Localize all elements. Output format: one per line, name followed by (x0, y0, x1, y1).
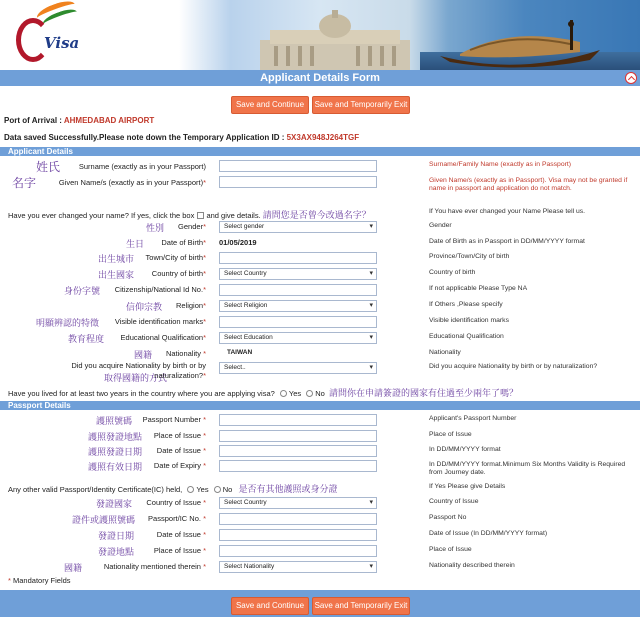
ic-date-zh: 發證日期 (98, 532, 135, 542)
marks-hint: Visible identification marks (429, 317, 509, 324)
acquire-label-line2: naturalization?* (154, 371, 206, 380)
country-birth-label: Country of birth* (151, 269, 206, 278)
ic-number-zh: 證件或護照號碼 (72, 516, 136, 526)
ic-country-label: Country of Issue * (146, 498, 206, 507)
acquire-hint: Did you acquire Nationality by birth or by naturalization? (429, 363, 598, 370)
religion-select[interactable]: Select Religion ▾ (219, 300, 377, 312)
port-label: Port of Arrival : (4, 116, 62, 125)
education-select[interactable]: Select Education ▾ (219, 332, 377, 344)
header-banner (0, 0, 640, 70)
lived-question: Have you lived for at least two years in the country where you are applying visa? Yes No 請問你在申請簽證的國家有住過至少兩年了嗎？ (8, 389, 519, 399)
ic-date-label: Date of Issue * (156, 530, 206, 539)
other-passport-hint: If Yes Please give Details (429, 483, 506, 490)
passport-issue-hint: In DD/MM/YYYY format (429, 446, 501, 453)
saved-message (4, 133, 359, 142)
houseboat-image (430, 20, 610, 70)
ic-nationality-label: Nationality mentioned therein * (103, 562, 206, 571)
save-continue-button[interactable]: Save and Continue (231, 96, 309, 114)
lived-no-radio[interactable] (306, 390, 313, 397)
form-title: Applicant Details Form (260, 72, 380, 84)
passport-number-zh: 護照號碼 (96, 417, 133, 427)
surname-hint: Surname/Family Name (exactly as in Passport) (429, 161, 572, 168)
dob-hint: Date of Birth as in Passport in DD/MM/YYYY format (429, 238, 585, 245)
mandatory-note: * Mandatory Fields (8, 576, 71, 585)
ic-number-label: Passport/IC No. * (148, 514, 206, 523)
dob-zh: 生日 (126, 240, 145, 250)
ic-number-hint: Passport No (429, 514, 467, 521)
other-passport-zh: 是否有其他護照或身分證 (238, 485, 338, 495)
citizenship-hint: If not applicable Please Type NA (429, 285, 528, 292)
changed-name-hint: If You have ever changed your Name Please tell us. (429, 208, 586, 215)
country-birth-hint: Country of birth (429, 269, 476, 276)
passport-number-hint: Applicant's Passport Number (429, 415, 517, 422)
passport-number-label: Passport Number * (142, 415, 206, 424)
lived-zh: 請問你在申請簽證的國家有住過至少兩年了嗎？ (329, 389, 519, 399)
lived-yes-radio[interactable] (280, 390, 287, 397)
gender-zh: 性別 (146, 224, 165, 234)
saved-message-text: Data saved Successfully.Please note down the Temporary Application ID : (4, 133, 285, 142)
surname-zh: 姓氏 (36, 160, 61, 174)
marks-input[interactable] (219, 316, 377, 328)
country-birth-select[interactable]: Select Country ▾ (219, 268, 377, 280)
ic-country-select[interactable]: Select Country ▾ (219, 497, 377, 509)
ic-place-input[interactable] (219, 545, 377, 557)
given-name-hint: Given Name/s (exactly as in Passport). Visa may not be granted if name in passport and application do not match. (429, 177, 628, 192)
ic-date-hint: Date of Issue (In DD/MM/YYYY format) (429, 530, 548, 537)
ic-date-input[interactable] (219, 529, 377, 541)
ic-place-label: Place of Issue * (153, 546, 206, 555)
passport-expiry-zh: 護照有效日期 (88, 463, 143, 473)
applicant-details-header: Applicant Details (0, 147, 640, 156)
education-label: Educational Qualification* (120, 333, 206, 342)
town-label: Town/City of birth* (145, 253, 206, 262)
passport-details-header: Passport Details (0, 401, 640, 410)
ic-nationality-select[interactable]: Select Nationality ▾ (219, 561, 377, 573)
changed-name-zh: 請問您是否曾今改過名字？ (262, 211, 371, 221)
dob-value: 01/05/2019 (219, 238, 257, 247)
surname-input[interactable] (219, 160, 377, 172)
given-name-zh: 名字 (12, 176, 37, 190)
religion-hint: If Others ,Please specify (429, 301, 503, 308)
save-exit-button[interactable]: Save and Temporarily Exit (312, 96, 410, 114)
ic-place-hint: Place of Issue (429, 546, 472, 553)
passport-place-hint: Place of Issue (429, 431, 472, 438)
ic-country-zh: 發證國家 (96, 500, 133, 510)
town-zh: 出生城市 (98, 255, 135, 265)
passport-issue-input[interactable] (219, 445, 377, 457)
acquire-zh: 取得國籍的方式 (104, 374, 168, 384)
port-of-arrival (4, 116, 154, 125)
nationality-hint: Nationality (429, 349, 461, 356)
acquire-label-line1: Did you acquire Nationality by birth or by (71, 361, 206, 370)
passport-expiry-hint: In DD/MM/YYYY format.Minimum Six Months Validity is Required from Journey date. (429, 461, 626, 476)
scroll-to-top-icon[interactable] (625, 72, 637, 84)
passport-expiry-input[interactable] (219, 460, 377, 472)
save-exit-button-bottom[interactable]: Save and Temporarily Exit (312, 597, 410, 615)
marks-zh: 明顯辨認的特徵 (36, 319, 100, 329)
gender-select[interactable]: Select gender ▾ (219, 221, 377, 233)
other-passport-no-radio[interactable] (214, 486, 221, 493)
given-name-label: Given Name/s (exactly as in your Passport)* (58, 178, 206, 187)
town-input[interactable] (219, 252, 377, 264)
passport-issue-zh: 護照發證日期 (88, 448, 143, 458)
evisa-logo-text: Visa (44, 34, 80, 52)
marks-label: Visible identification marks* (114, 317, 206, 326)
palace-image (260, 10, 410, 70)
surname-label: Surname (exactly as in your Passport) (78, 162, 206, 171)
passport-place-input[interactable] (219, 430, 377, 442)
nationality-value: TAIWAN (227, 349, 253, 356)
port-value: AHMEDABAD AIRPORT (63, 116, 155, 125)
given-name-input[interactable] (219, 176, 377, 188)
nationality-label: Nationality * (165, 349, 206, 358)
temporary-application-id: 5X3AX948J264TGF (286, 133, 360, 142)
religion-label: Religion* (175, 301, 206, 310)
ic-country-hint: Country of Issue (429, 498, 479, 505)
passport-expiry-label: Date of Expiry * (153, 461, 206, 470)
education-hint: Educational Qualification (429, 333, 504, 340)
citizenship-label: Citizenship/National Id No.* (114, 285, 206, 294)
town-hint: Province/Town/City of birth (429, 253, 510, 260)
country-birth-zh: 出生國家 (98, 271, 135, 281)
save-continue-button-bottom[interactable]: Save and Continue (231, 597, 309, 615)
passport-place-zh: 護照發證地點 (88, 433, 143, 443)
passport-issue-label: Date of Issue * (156, 446, 206, 455)
passport-number-input[interactable] (219, 414, 377, 426)
passport-place-label: Place of Issue * (153, 431, 206, 440)
citizenship-input[interactable] (219, 284, 377, 296)
ic-place-zh: 發證地點 (98, 548, 135, 558)
form-title-bar (0, 70, 640, 86)
gender-hint: Gender (429, 222, 452, 229)
changed-name-question: Have you ever changed your name? If yes, click the box and give details. 請問您是否曾今改過名字？ (8, 211, 371, 221)
ic-number-input[interactable] (219, 513, 377, 525)
citizenship-zh: 身份字號 (64, 287, 101, 297)
ic-nationality-zh: 國籍 (64, 564, 83, 574)
dob-label: Date of Birth* (161, 238, 206, 247)
other-passport-question: Any other valid Passport/Identity Certificate(IC) held, Yes No 是否有其他護照或身分證 (8, 485, 338, 495)
other-passport-yes-radio[interactable] (187, 486, 194, 493)
ic-nationality-hint: Nationality described therein (429, 562, 515, 569)
gender-label: Gender* (178, 222, 206, 231)
religion-zh: 信仰宗教 (126, 303, 163, 313)
education-zh: 教育程度 (68, 335, 105, 345)
changed-name-checkbox[interactable] (197, 212, 204, 219)
nationality-zh: 國籍 (134, 351, 153, 361)
acquire-select[interactable]: Select.. ▾ (219, 362, 377, 374)
